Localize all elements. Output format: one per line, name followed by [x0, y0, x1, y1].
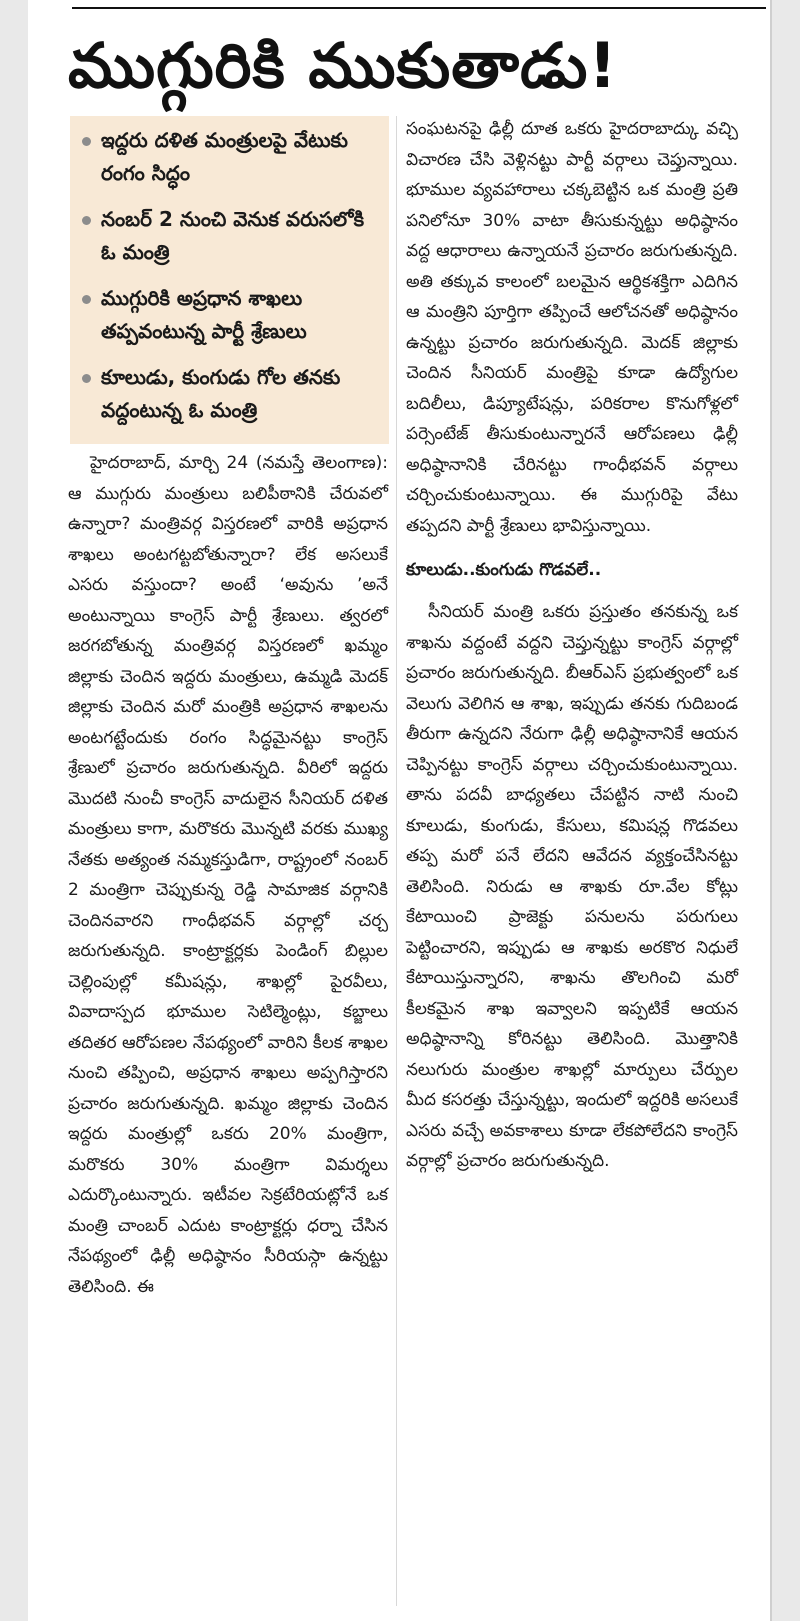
- article-column-left: [68, 448, 388, 1302]
- article-subheading: కూలుడు..కుంగుడు గొడవలే..: [406, 560, 602, 580]
- bullet-icon: [82, 374, 91, 383]
- highlight-item: [82, 361, 379, 427]
- top-rule: [72, 7, 766, 9]
- page-edge: [770, 0, 772, 1621]
- bullet-icon: [82, 137, 91, 146]
- highlight-text: నంబర్ 2 నుంచి వెనుక వరుసలోకి ఓ మంత్రి: [101, 207, 365, 264]
- highlight-item: [82, 282, 379, 348]
- highlight-text: ఇద్దరు దళిత మంత్రులపై వేటుకు రంగం సిద్ధం: [101, 128, 348, 185]
- highlight-text: ముగ్గురికి అప్రధాన శాఖలు తప్పవంటున్న పార్టీ శ్రేణులు: [101, 286, 307, 343]
- article-paragraph: సీనియర్ మంత్రి ఒకరు ప్రస్తుతం తనకున్న ఒక శాఖను వద్దంటే వద్దని చెప్తున్నట్టు కాంగ్రెస్ వర్గాల్లో ప్రచారం జరుగుతున్నది. బీఆర్ఎస్ ప్రభుత్వంలో ఒక వెలుగు వెలిగిన ఆ శాఖ, ఇప్పుడు తనకు గుదిబండ తీరుగా ఉన్నదని నేరుగా ఢిల్లీ అధిష్ఠానానికే ఆయన చెప్పినట్టు కాంగ్రెస్ వర్గాలు చర్చించుకుంటున్నాయి. తాను పదవీ బాధ్యతలు చేపట్టిన నాటి నుంచి కూలుడు, కుంగుడు, కేసులు, కమిషన్ల గొడవలు తప్ప మరో పనే లేదని ఆవేదన వ్యక్తంచేసినట్టు తెలిసింది. నిరుడు ఆ శాఖకు రూ.వేల కోట్లు కేటాయించి ప్రాజెక్టు పనులను పరుగులు పెట్టించారని, ఇప్పుడు ఆ శాఖకు అరకొర నిధులే కేటాయిస్తున్నారని, శాఖను తొలగించి మరో కీలకమైన శాఖ ఇవ్వాలని ఇప్పటికే ఆయన అధిష్ఠానాన్ని కోరినట్టు తెలిసింది. మొత్తానికి నలుగురు మంత్రుల శాఖల్లో మార్పులు చేర్పుల మీద కసరత్తు చేస్తున్నట్టు, ఇందులో ఇద్దరికి అసలుకే ఎసరు వచ్చే అవకాశాలు కూడా లేకపోలేదని కాంగ్రెస్ వర్గాల్లో ప్రచారం జరుగుతున్నది.: [406, 602, 738, 1171]
- newspaper-page: [28, 0, 770, 1621]
- highlight-item: [82, 124, 379, 190]
- highlight-text: కూలుడు, కుంగుడు గోల తనకు వద్దంటున్న ఓ మంత్రి: [101, 365, 341, 422]
- headline: ముగ్గురికి ముకుతాడు!: [68, 29, 618, 102]
- article-paragraph: సంఘటనపై ఢిల్లీ దూత ఒకరు హైదరాబాద్కు వచ్చి విచారణ చేసి వెళ్లినట్టు పార్టీ వర్గాలు చెప్తున్నాయి. భూముల వ్యవహారాలు చక్కబెట్టిన ఒక మంత్రి ప్రతి పనిలోనూ 30% వాటా తీసుకున్నట్టు అధిష్ఠానం వద్ద ఆధారాలు ఉన్నాయనే ప్రచారం జరుగుతున్నది. అతి తక్కువ కాలంలో బలమైన ఆర్థికశక్తిగా ఎదిగిన ఆ మంత్రిని పూర్తిగా తప్పించే ఆలోచనతో అధిష్ఠానం ఉన్నట్టు ప్రచారం జరుగుతున్నది. మెదక్ జిల్లాకు చెందిన సీనియర్ మంత్రిపై కూడా ఉద్యోగుల బదిలీలు, డిప్యూటేషన్లు, పరికరాల కొనుగోళ్లలో పర్సెంటేజ్ తీసుకుంటున్నారనే ఆరోపణలు ఢిల్లీ అధిష్ఠానానికి చేరినట్టు గాంధీభవన్ వర్గాలు చర్చించుకుంటున్నాయి. ఈ ముగ్గురిపై వేటు తప్పదని పార్టీ శ్రేణులు భావిస్తున్నాయి.: [406, 119, 738, 536]
- article-column-right: [406, 114, 738, 1177]
- column-divider: [396, 116, 397, 1606]
- article-paragraph: హైదరాబాద్, మార్చి 24 (నమస్తే తెలంగాణ): ఆ ముగ్గురు మంత్రులు బలిపీఠానికి చేరువలో ఉన్నారా? మంత్రివర్గ విస్తరణలో వారికి అప్రధాన శాఖలు అంటగట్టబోతున్నారా? లేక అసలుకే ఎసరు వస్తుందా? అంటే ‘అవును ’అనే అంటున్నాయి కాంగ్రెస్ పార్టీ శ్రేణులు. త్వరలో జరగబోతున్న మంత్రివర్గ విస్తరణలో ఖమ్మం జిల్లాకు చెందిన ఇద్దరు మంత్రులు, ఉమ్మడి మెదక్ జిల్లాకు చెందిన మరో మంత్రికి అప్రధాన శాఖలను అంటగట్టేందుకు రంగం సిద్ధమైనట్టు కాంగ్రెస్ శ్రేణులో ప్రచారం జరుగుతున్నది. వీరిలో ఇద్దరు మొదటి నుంచీ కాంగ్రెస్ వాదులైన సీనియర్ దళిత మంత్రులు కాగా, మరొకరు మొన్నటి వరకు ముఖ్య నేతకు అత్యంత నమ్మకస్తుడిగా, రాష్ట్రంలో నంబర్ 2 మంత్రిగా చెప్పుకున్న రెడ్డి సామాజిక వర్గానికి చెందినవారని గాంధీభవన్ వర్గాల్లో చర్చ జరుగుతున్నది. కాంట్రాక్టర్లకు పెండింగ్ బిల్లుల చెల్లింపుల్లో కమీషన్లు, శాఖల్లో పైరవీలు, వివాదాస్పద భూముల సెటిల్మెంట్లు, కబ్జాలు తదితర ఆరోపణల నేపథ్యంలో వారిని కీలక శాఖల నుంచి తప్పించి, అప్రధాన శాఖలు అప్పగిస్తారని ప్రచారం జరుగుతున్నది. ఖమ్మం జిల్లాకు చెందిన ఇద్దరు మంత్రుల్లో ఒకరు 20% మంత్రిగా, మరొకరు 30% మంత్రిగా విమర్శలు ఎదుర్కొంటున్నారు. ఇటీవల సెక్రటేరియట్లోనే ఒక మంత్రి చాంబర్ ఎదుట కాంట్రాక్టర్లు ధర్నా చేసిన నేపథ్యంలో ఢిల్లీ అధిష్ఠానం సీరియస్గా ఉన్నట్టు తెలిసింది. ఈ: [68, 453, 388, 1297]
- highlights-box: [70, 116, 389, 444]
- bullet-icon: [82, 295, 91, 304]
- bullet-icon: [82, 216, 91, 225]
- highlight-item: [82, 203, 379, 269]
